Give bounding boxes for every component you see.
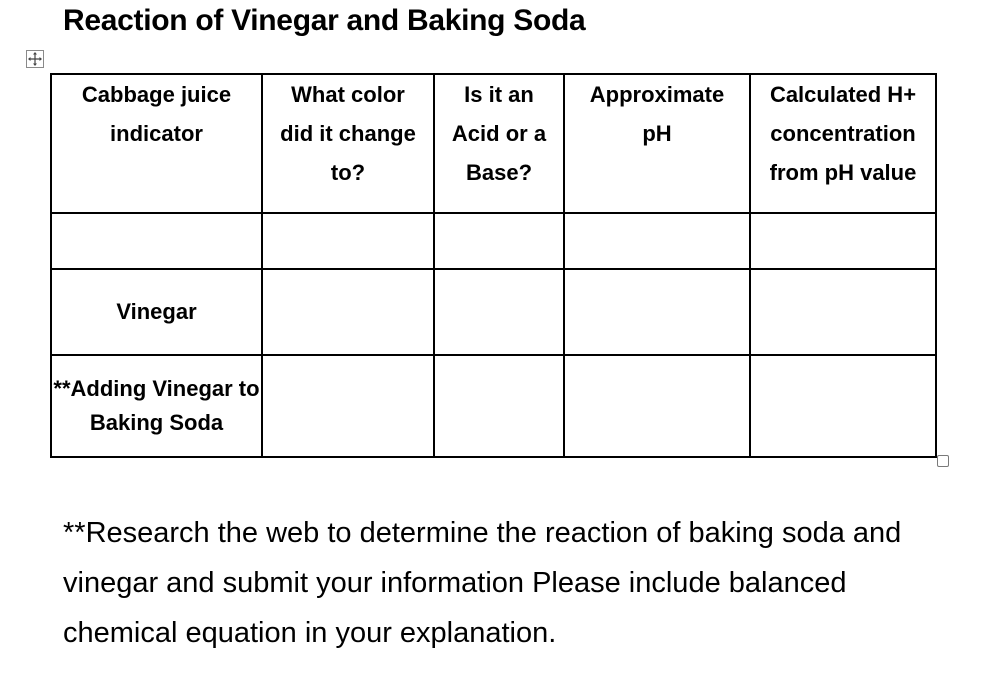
row-label-cell[interactable]: [51, 213, 262, 269]
table-cell[interactable]: [434, 269, 564, 355]
table-row: [51, 213, 936, 269]
table-cell[interactable]: [262, 355, 434, 457]
header-cabbage-juice-indicator: Cabbage juice indicator: [51, 74, 262, 213]
table-header-row: [51, 74, 936, 213]
table-cell[interactable]: [262, 269, 434, 355]
row-label-cell[interactable]: **Adding Vinegar to Baking Soda: [51, 355, 262, 457]
table-cell[interactable]: [750, 213, 936, 269]
header-color-change: What color did it change to?: [262, 74, 434, 213]
table-cell[interactable]: [750, 269, 936, 355]
table-cell[interactable]: [434, 355, 564, 457]
table-move-handle-icon[interactable]: [26, 50, 44, 68]
header-h-concentration: Calculated H+ concentration from pH value: [750, 74, 936, 213]
table-resize-handle[interactable]: [937, 455, 949, 467]
table-cell[interactable]: [434, 213, 564, 269]
table-cell[interactable]: [564, 355, 750, 457]
table-cell[interactable]: [750, 355, 936, 457]
row-label-cell[interactable]: Vinegar: [51, 269, 262, 355]
document-title: Reaction of Vinegar and Baking Soda: [63, 4, 586, 37]
table-row: [51, 269, 936, 355]
table-row: [51, 355, 936, 457]
table-cell[interactable]: [262, 213, 434, 269]
table-cell[interactable]: [564, 213, 750, 269]
research-instructions: **Research the web to determine the reaction of baking soda and vinegar and submit your information Please include balanced chemical equation in your explanation.: [63, 517, 902, 649]
data-table: [50, 73, 937, 458]
header-acid-or-base: Is it an Acid or a Base?: [434, 74, 564, 213]
table-cell[interactable]: [564, 269, 750, 355]
header-approximate-ph: Approximate pH: [564, 74, 750, 213]
